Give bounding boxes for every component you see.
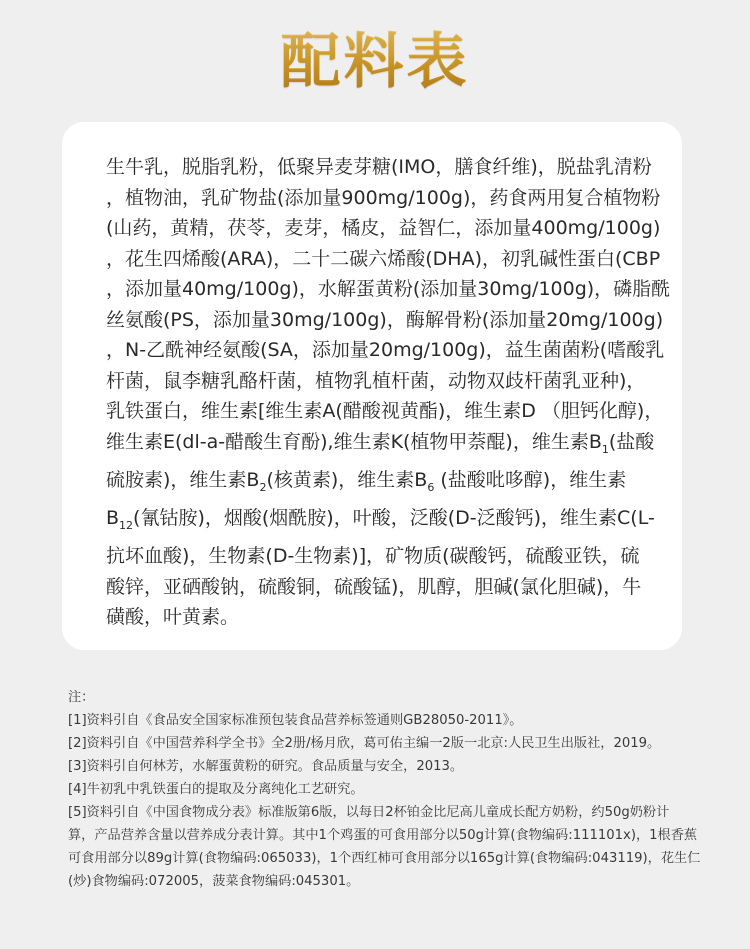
ingredient-line xyxy=(106,396,664,427)
ingredient-line xyxy=(106,244,661,275)
ingredient-text: 维生素E(dl-a-醋酸生育酚),维生素K(植物甲萘醌)，维生素B xyxy=(106,430,602,453)
ingredient-subscript: 6 xyxy=(427,480,435,494)
ingredient-text: (核黄素)，维生素B xyxy=(266,468,428,491)
ingredient-line xyxy=(106,335,665,366)
footnote-line: [3]资料引自何林芳，水解蛋黄粉的研究。食品质量与安全，2013。 xyxy=(68,759,464,774)
footnotes-label: 注： xyxy=(68,690,95,705)
footnote-line: [4]牛初乳中乳铁蛋白的提取及分离纯化工艺研究。 xyxy=(68,782,364,797)
ingredient-text: 磺酸，叶黄素。 xyxy=(106,606,240,629)
page-title: 配料表 xyxy=(0,14,750,100)
ingredient-text: 丝氨酸(PS，添加量30mg/100g)，酶解骨粉(添加量20mg/100g) xyxy=(106,308,664,331)
footnotes-list xyxy=(68,709,701,893)
ingredient-text: ，N-乙酰神经氨酸(SA，添加量20mg/100g)，益生菌菌粉(嗜酸乳 xyxy=(106,339,665,361)
ingredient-text: ，花生四烯酸(ARA)，二十二碳六烯酸(DHA)，初乳碱性蛋白(CBP xyxy=(106,247,661,270)
ingredient-line xyxy=(106,602,638,633)
footnote-line: [1]资料引自《食品安全国家标准预包装食品营养标签通则GB28050-2011》。 xyxy=(68,713,523,728)
footnotes xyxy=(68,686,701,893)
ingredient-text: 杆菌，鼠李糖乳酪杆菌，植物乳植杆菌，动物双歧杆菌乳亚种)， xyxy=(106,369,646,392)
ingredient-text: 抗坏血酸)，生物素(D-生物素)]，矿物质(碳酸钙，硫酸亚铁，硫 xyxy=(106,545,640,568)
ingredient-text: (氰钴胺)，烟酸(烟酰胺)，叶酸，泛酸(D-泛酸钙)，维生素C(L- xyxy=(133,507,655,530)
footnote-line: 算，产品营养含量以营养成分表计算。其中1个鸡蛋的可食用部分以50g计算(食物编码:111101x)，1根香蕉 xyxy=(68,828,698,843)
ingredient-line xyxy=(106,427,655,465)
ingredient-text: B xyxy=(106,507,120,530)
ingredient-line xyxy=(106,541,638,572)
footnote-line: 可食用部分以89g计算(食物编码:065033)，1个西红柿可食用部分以165g计算(食物编码:043119)，花生仁 xyxy=(68,851,701,866)
footnote-line: (炒)食物编码:072005，菠菜食物编码:045301。 xyxy=(68,874,360,889)
ingredient-subscript: 12 xyxy=(119,518,134,532)
footnote-line: [2]资料引自《中国营养科学全书》全2册/杨月欣，葛可佑主编一2版一北京:人民卫生出版社，2019。 xyxy=(68,736,661,751)
ingredient-text: (盐酸 xyxy=(608,430,655,453)
ingredient-line xyxy=(106,465,638,503)
ingredients-card xyxy=(62,122,682,650)
ingredient-line xyxy=(106,572,642,603)
ingredient-line xyxy=(106,152,652,183)
ingredient-text: 硫胺素)，维生素B xyxy=(106,468,260,491)
ingredient-text: 酸锌，亚硒酸钠，硫酸铜，硫酸锰)，肌醇，胆碱(氯化胆碱)，牛 xyxy=(106,575,642,598)
ingredient-text: 生牛乳，脱脂乳粉，低聚异麦芽糖(IMO，膳食纤维)，脱盐乳清粉 xyxy=(106,156,652,178)
footnote-line: [5]资料引自《中国食物成分表》标准版第6版，以每日2杯铂金比尼高儿童成长配方奶粉，约50g奶粉计 xyxy=(68,805,670,820)
ingredient-line xyxy=(106,213,661,244)
ingredient-line xyxy=(106,183,661,214)
ingredient-subscript: 2 xyxy=(259,480,267,494)
ingredient-line xyxy=(106,366,646,397)
ingredient-text: (盐酸吡哆醇)，维生素 xyxy=(434,468,627,491)
ingredient-line xyxy=(106,503,655,541)
ingredient-text: ，添加量40mg/100g)，水解蛋黄粉(添加量30mg/100g)，磷脂酰 xyxy=(106,278,671,300)
ingredient-line xyxy=(106,274,671,305)
ingredient-subscript: 1 xyxy=(601,442,609,456)
ingredient-text: (山药，黄精，茯苓，麦芽，橘皮，益智仁，添加量400mg/100g) xyxy=(106,217,661,239)
ingredient-text: 乳铁蛋白，维生素[维生素A(醋酸视黄酯)，维生素D （胆钙化醇)， xyxy=(106,400,664,422)
ingredients-text xyxy=(106,152,671,633)
ingredient-line xyxy=(106,305,664,336)
ingredient-text: ，植物油，乳矿物盐(添加量900mg/100g)，药食两用复合植物粉 xyxy=(106,186,661,209)
